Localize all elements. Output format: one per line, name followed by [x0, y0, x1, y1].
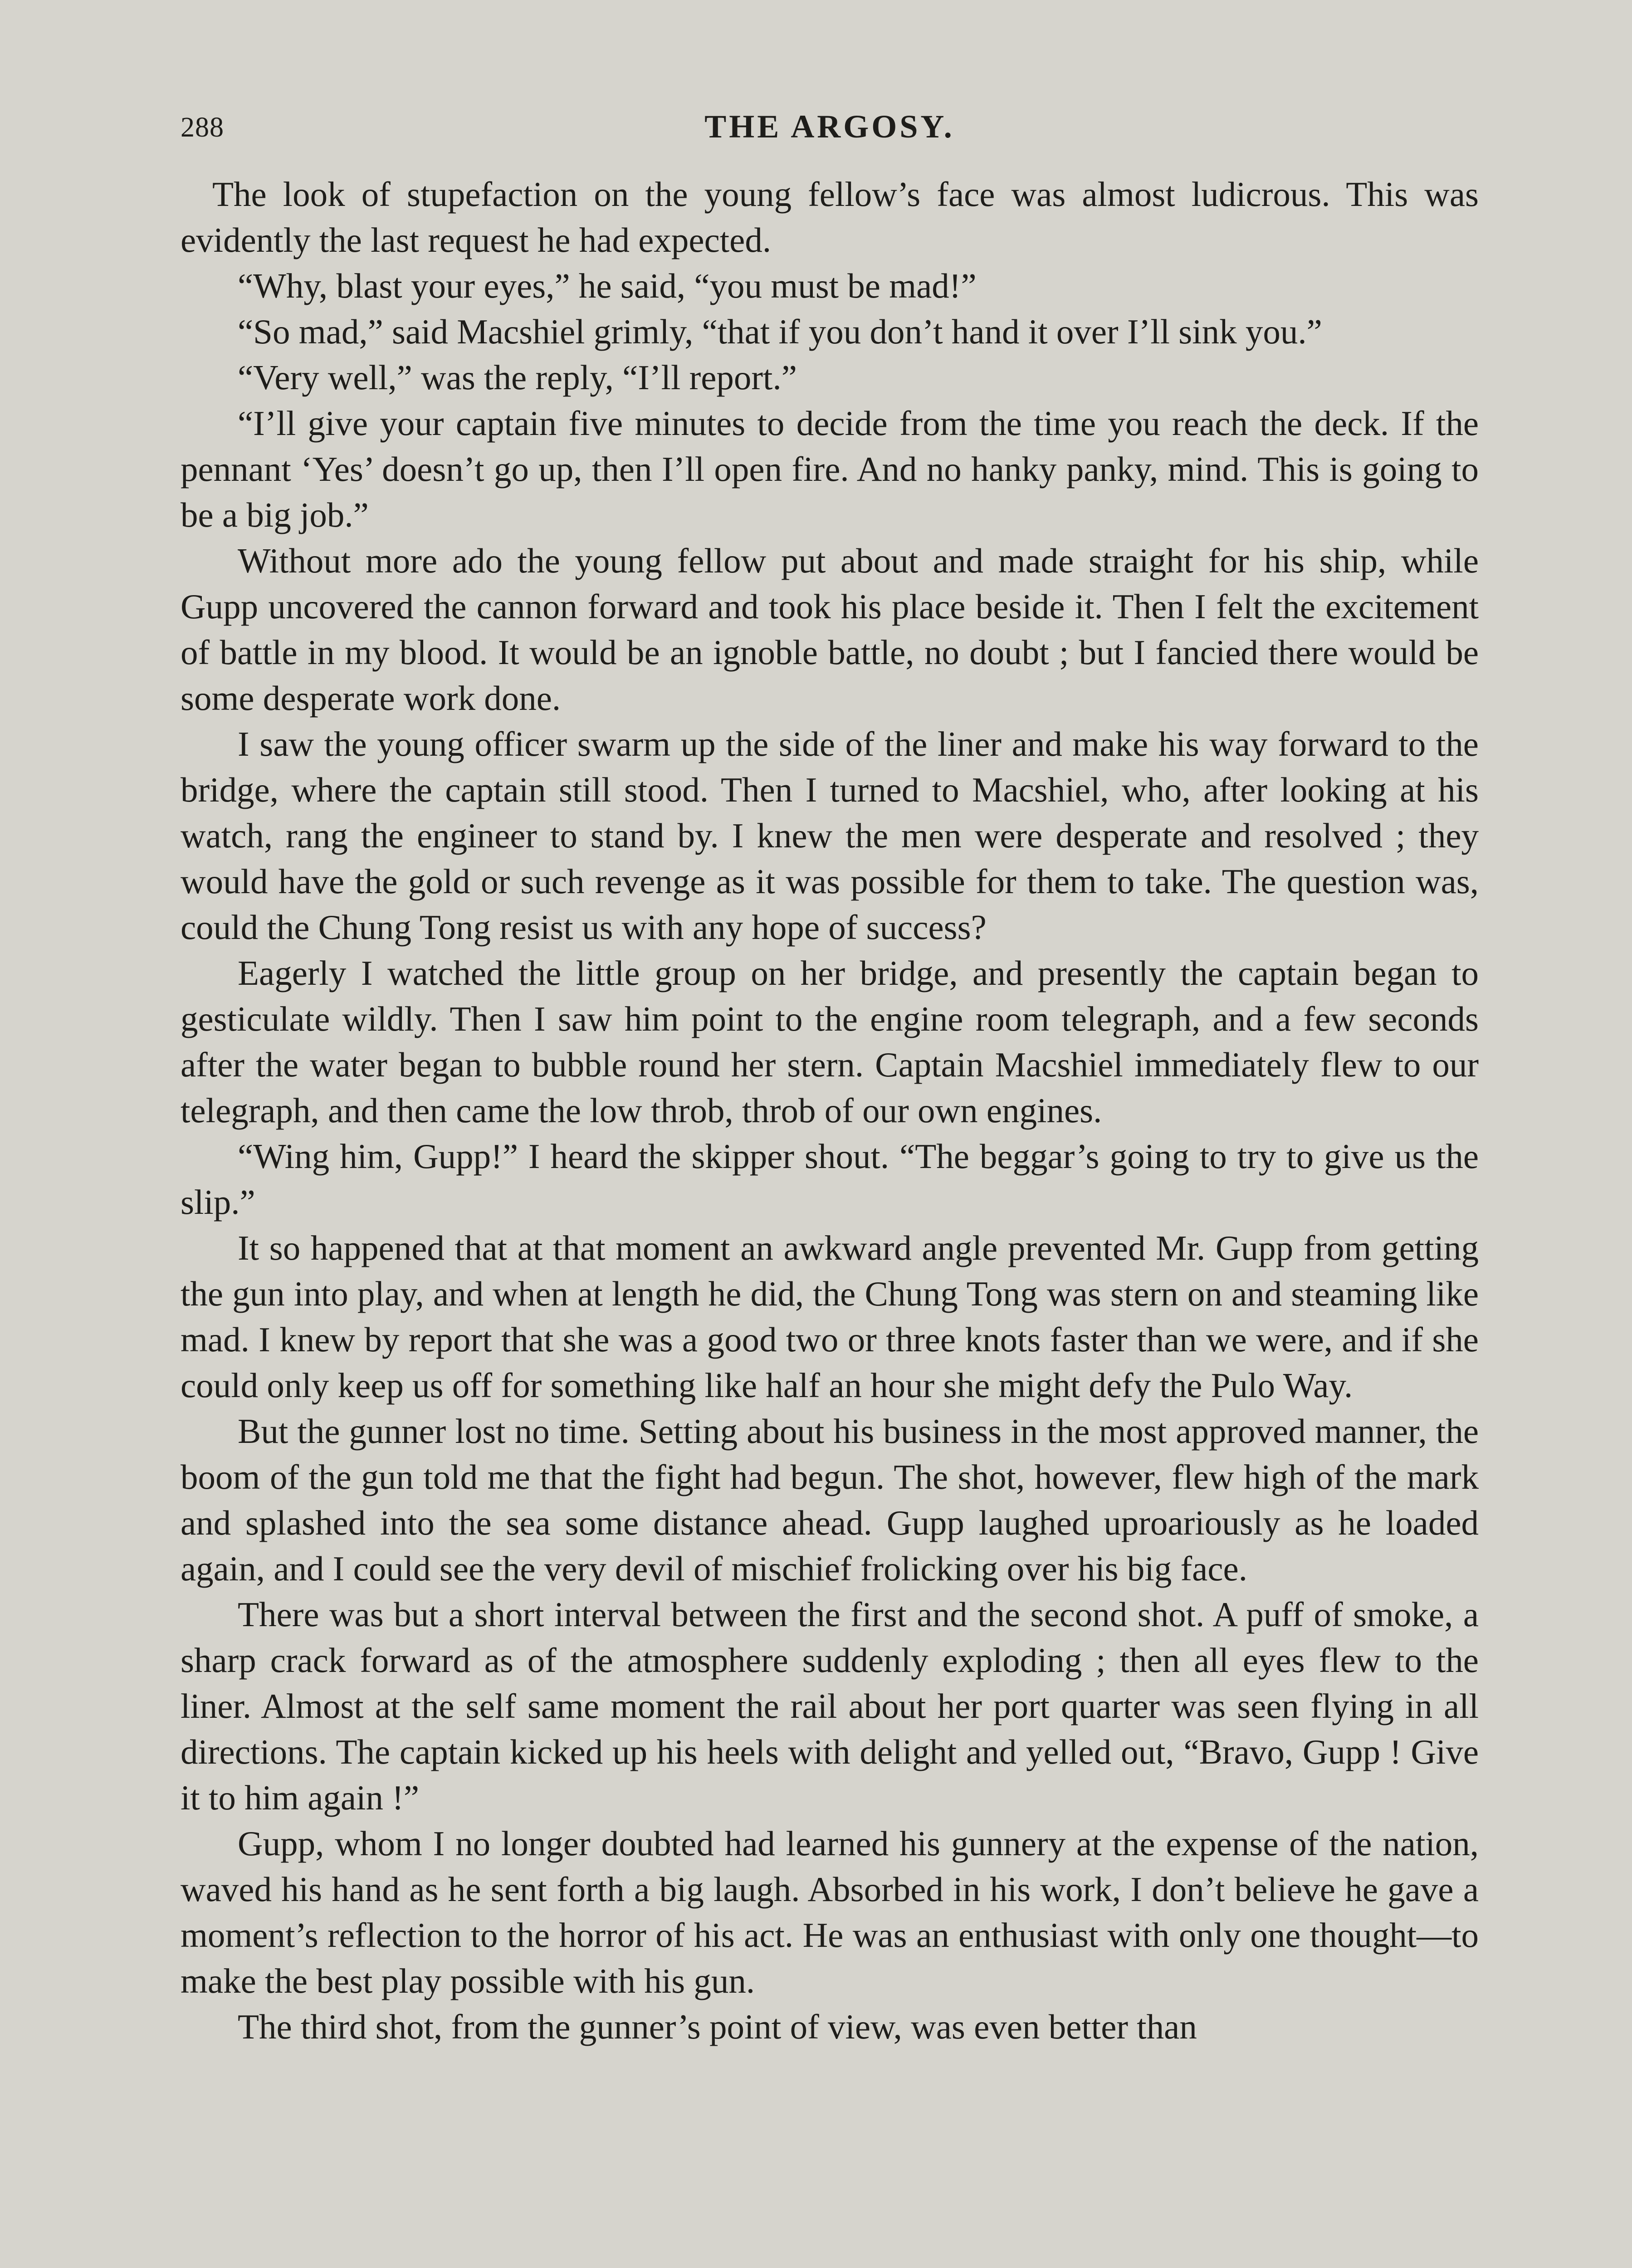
paragraph: The third shot, from the gunner’s point of view, was even better than: [238, 2007, 1197, 2046]
paragraph: “I’ll give your captain five minutes to decide from the time you reach the deck. If the pennant ‘Yes’ doesn’t go up, then I’ll open fire. And no hanky panky, mind. This is going to be a big job.”: [181, 404, 1479, 534]
paragraph: The look of stupefaction on the young fellow’s face was almost ludicrous. This was evidently the last request he had expected.: [181, 175, 1479, 259]
paragraph: It so happened that at that moment an awkward angle prevented Mr. Gupp from getting the gun into play, and when at length he did, the Chung Tong was stern on and steaming like mad. I knew by report that she was a good two or three knots faster than we were, and if she could only keep us off for something like half an hour she might defy the Pulo Way.: [181, 1228, 1479, 1405]
paragraph: “So mad,” said Macshiel grimly, “that if you don’t hand it over I’ll sink you.”: [238, 312, 1322, 351]
paragraph: But the gunner lost no time. Setting about his business in the most approved manner, the boom of the gun told me that the fight had begun. The shot, however, flew high of the mark and splashed into the sea some distance ahead. Gupp laughed uproariously as he loaded again, and I could see the very devil of mischief frolicking over his big face.: [181, 1412, 1479, 1588]
paragraph: Eagerly I watched the little group on her bridge, and presently the captain began to gesticulate wildly. Then I saw him point to the engine room telegraph, and a few seconds after the water began to bubble round her stern. Captain Macshiel immediately flew to our telegraph, and then came the low throb, throb of our own engines.: [181, 953, 1479, 1130]
paragraph: Gupp, whom I no longer doubted had learned his gunnery at the expense of the nation, waved his hand as he sent forth a big laugh. Absorbed in his work, I don’t believe he gave a moment’s reflection to the horror of his act. He was an enthusiast with only one thought—to make the best play possible with his gun.: [181, 1824, 1479, 2000]
paragraph: Without more ado the young fellow put about and made straight for his ship, while Gupp uncovered the cannon forward and took his place beside it. Then I felt the excitement of battle in my blood. It would be an ignoble battle, no doubt ; but I fancied there would be some desperate work done.: [181, 541, 1479, 718]
article-body: [181, 171, 1479, 2268]
paragraph: “Why, blast your eyes,” he said, “you must be mad!”: [238, 266, 977, 305]
paragraph: “Wing him, Gupp!” I heard the skipper shout. “The beggar’s going to try to give us the slip.”: [181, 1137, 1479, 1222]
running-title: THE ARGOSY.: [704, 108, 955, 145]
paragraph: There was but a short interval between the first and the second shot. A puff of smoke, a sharp crack forward as of the atmosphere suddenly exploding ; then all eyes flew to the liner. Almost at the self same moment the rail about her port quarter was seen flying in all directions. The captain kicked up his heels with delight and yelled out, “Bravo, Gupp ! Give it to him again !”: [181, 1595, 1479, 1817]
paragraph: I saw the young officer swarm up the side of the liner and make his way forward to the bridge, where the captain still stood. Then I turned to Macshiel, who, after looking at his watch, rang the engineer to stand by. I knew the men were desperate and resolved ; they would have the gold or such revenge as it was possible for them to take. The question was, could the Chung Tong resist us with any hope of success?: [181, 724, 1479, 947]
page-number: 288: [181, 112, 224, 143]
page-header: [181, 103, 1479, 153]
paragraph: “Very well,” was the reply, “I’ll report.”: [238, 358, 797, 397]
